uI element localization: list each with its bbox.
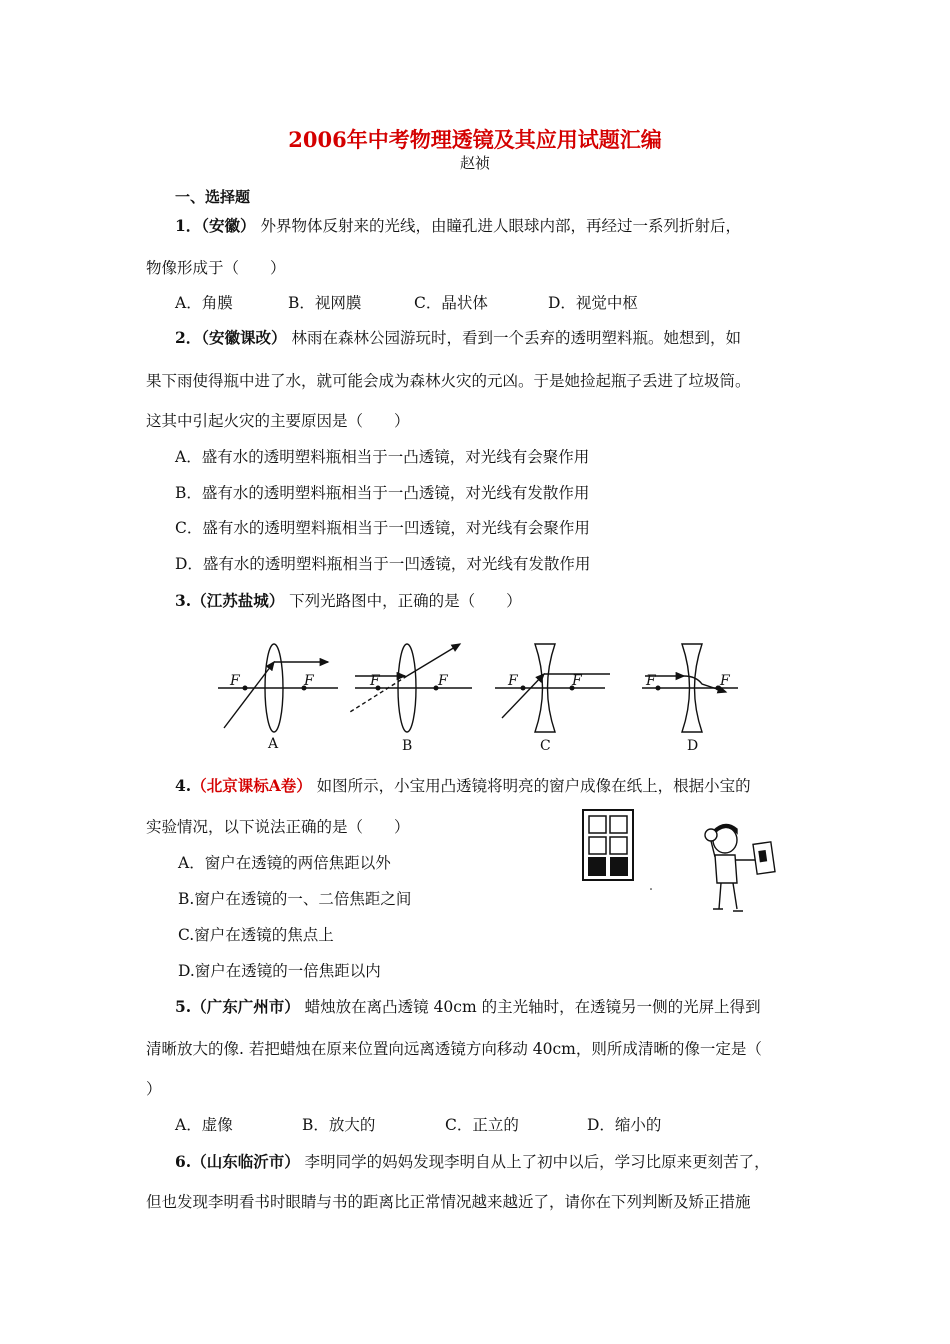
focus-label: F: [438, 673, 448, 689]
question-2-line3: 这其中引起火灾的主要原因是（ ）: [146, 412, 410, 430]
option-c: C．正立的: [445, 1116, 519, 1134]
question-number: 6.: [175, 1152, 192, 1171]
focus-label: F: [646, 673, 656, 689]
option-d: D．盛有水的透明塑料瓶相当于一凹透镜，对光线有发散作用: [175, 555, 591, 573]
diagram-b-convex-lens: [350, 644, 472, 732]
lens-diagrams: [210, 640, 750, 755]
question-number: 4.: [175, 776, 192, 795]
question-5-line2: 清晰放大的像. 若把蜡烛在原来位置向远离透镜方向移动 40cm，则所成清晰的像一定是（: [146, 1040, 762, 1058]
focus-label: F: [572, 673, 582, 689]
option-b: B．放大的: [302, 1116, 376, 1134]
author: 赵祯: [459, 154, 490, 172]
question-source: （北京课标A卷）: [191, 776, 312, 795]
focus-label: F: [230, 673, 240, 689]
question-2-line2: 果下雨使得瓶中进了水，就可能会成为森林火灾的元凶。于是她捡起瓶子丢进了垃圾筒。: [146, 372, 751, 390]
question-text: 如图所示，小宝用凸透镜将明亮的窗户成像在纸上，根据小宝的: [316, 777, 751, 795]
question-6: [175, 1150, 770, 1172]
option-a: A．虚像: [175, 1116, 233, 1134]
option-a: A．角膜: [175, 294, 233, 312]
option-d: D.窗户在透镜的一倍焦距以内: [178, 962, 381, 980]
option-c: C．盛有水的透明塑料瓶相当于一凹透镜，对光线有会聚作用: [175, 519, 590, 537]
diagram-label-c: C: [540, 738, 551, 754]
question-source: （安徽课改）: [201, 328, 287, 347]
question-5: [175, 995, 761, 1017]
section-heading: 一、选择题: [175, 188, 251, 206]
option-b: B．视网膜: [288, 294, 362, 312]
question-number: 1．: [175, 216, 202, 235]
question-number: 3.: [175, 591, 192, 610]
question-number: 2．: [175, 328, 202, 347]
option-a: A．窗户在透镜的两倍焦距以外: [178, 854, 391, 872]
page-title: 2006年中考物理透镜及其应用试题汇编: [288, 127, 662, 152]
focus-label: F: [720, 673, 730, 689]
question-text: 蜡烛放在离凸透镜 40cm 的主光轴时，在透镜另一侧的光屏上得到: [304, 998, 761, 1016]
option-a: A．盛有水的透明塑料瓶相当于一凸透镜，对光线有会聚作用: [175, 448, 590, 466]
option-b: B.窗户在透镜的一、二倍焦距之间: [178, 890, 412, 908]
question-text: 林雨在森林公园游玩时，看到一个丢弃的透明塑料瓶。她想到，如: [291, 329, 742, 347]
option-c: C.窗户在透镜的焦点上: [178, 926, 334, 944]
question-source: （江苏盐城）: [191, 591, 285, 610]
boy-with-lens-image: [705, 824, 775, 911]
question-text: 李明同学的妈妈发现李明自从上了初中以后，学习比原来更刻苦了，: [304, 1153, 770, 1171]
option-d: D．视觉中枢: [548, 294, 638, 312]
diagram-label-a: A: [268, 736, 279, 752]
question-1: [175, 214, 741, 236]
diagram-label-b: B: [402, 738, 413, 754]
option-b: B．盛有水的透明塑料瓶相当于一凸透镜，对光线有发散作用: [175, 484, 590, 502]
question-2: [175, 326, 741, 348]
question-text: 外界物体反射来的光线，由瞳孔进人眼球内部，再经过一系列折射后，: [260, 217, 742, 235]
question-4: [175, 774, 751, 796]
diagram-label-d: D: [687, 738, 699, 754]
question-6-line2: 但也发现李明看书时眼睛与书的距离比正常情况越来越近了，请你在下列判断及矫正措施: [146, 1193, 751, 1211]
question-1-line2: 物像形成于（ ）: [146, 259, 286, 277]
question-number: 5.: [175, 997, 192, 1016]
question-5-line3: ）: [146, 1080, 162, 1098]
window-image: [583, 810, 633, 880]
question-text: 下列光路图中，正确的是（ ）: [289, 592, 522, 610]
question-3: [175, 589, 522, 611]
option-d: D．缩小的: [587, 1116, 662, 1134]
focus-label: F: [304, 673, 314, 689]
window-lens-illustration: [575, 805, 805, 920]
question-4-line2: 实验情况，以下说法正确的是（ ）: [146, 818, 410, 836]
question-source: （山东临沂市）: [191, 1152, 300, 1171]
question-source: （广东广州市）: [191, 997, 300, 1016]
focus-label: F: [508, 673, 518, 689]
focus-label: F: [370, 673, 380, 689]
option-c: C．晶状体: [414, 294, 488, 312]
question-source: （安徽）: [201, 216, 256, 235]
